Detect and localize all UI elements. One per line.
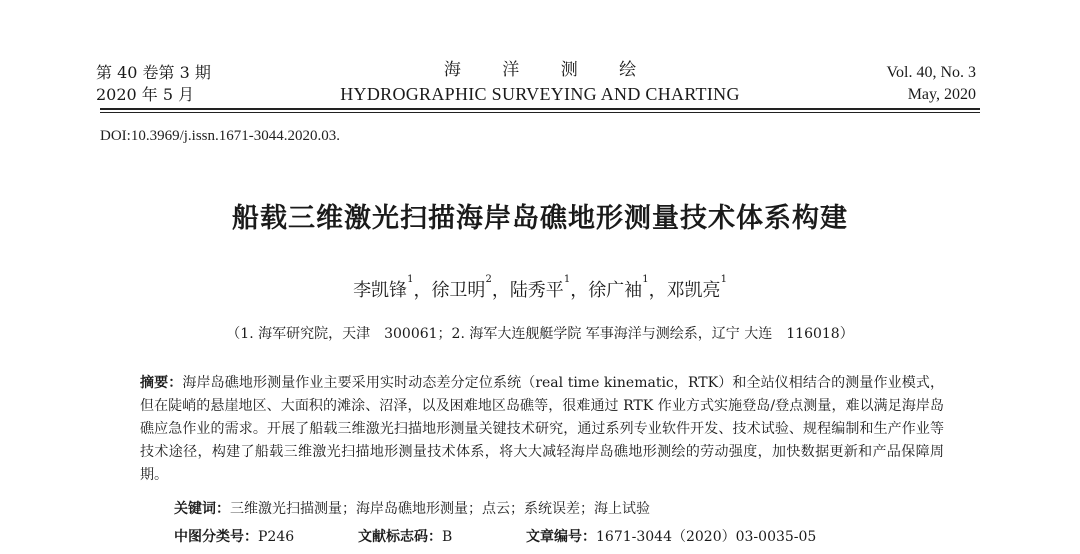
author-affiliation-mark: 1	[720, 274, 727, 285]
date-cn: 2020 年 5 月	[96, 85, 195, 104]
abstract	[140, 372, 944, 487]
keywords	[174, 498, 650, 518]
keywords-text: 三维激光扫描测量；海岸岛礁地形测量；点云；系统误差；海上试验	[230, 501, 650, 517]
author-affiliation-mark: 1	[407, 274, 414, 285]
doi-line: DOI:10.3969/j.issn.1671-3044.2020.03.	[100, 128, 340, 144]
header-rule-thin	[100, 112, 980, 113]
abstract-text: 海岸岛礁地形测量作业主要采用实时动态差分定位系统（real time kinematic，RTK）和全站仪相结合的测量作业模式，但在陡峭的悬崖地区、大面积的滩涂、沼泽，以及困难地区岛礁等，很难通过 RTK 作业方式实施登岛/登点测量，难以满足海岸岛礁应急作业的需求。开展了船载三维激光扫描地形测量关键技术研究，通过系列专业软件开发、技术试验、规程编制和生产作业等技术途径，构建了船载三维激光扫描地形测量技术体系，将大大减轻海岸岛礁地形测绘的劳动强度，加快数据更新和产品保障周期。	[140, 375, 944, 483]
author-name: 徐广袖	[588, 280, 643, 301]
author-name: 徐卫明	[431, 280, 486, 301]
author-affiliation-mark: 1	[563, 274, 571, 285]
keywords-label: 关键词：	[174, 501, 230, 517]
document-code: 文献标志码：B	[358, 529, 453, 545]
author-list: 李凯锋$^1$，徐卫明$^2$，陆秀平$^1$，徐广袖$^1$，邓凯亮$^1$	[353, 274, 727, 301]
journal-name-en: HYDROGRAPHIC SURVEYING AND CHARTING	[340, 84, 740, 104]
author-name: 邓凯亮	[666, 280, 721, 301]
volume-issue-cn: 第 40 卷第 3 期	[96, 63, 211, 82]
date-en: May, 2020	[907, 86, 976, 103]
journal-name-cn: 海 洋 测 绘	[443, 60, 655, 80]
abstract-label: 摘要：	[140, 375, 183, 391]
paper-title: 船载三维激光扫描海岸岛礁地形测量技术体系构建	[232, 203, 848, 234]
author-affiliation-mark: 2	[485, 274, 492, 285]
header-rule-thick	[100, 108, 980, 110]
volume-issue-en: Vol. 40, No. 3	[886, 64, 976, 81]
clc-number: 中图分类号：P246	[174, 529, 295, 545]
author-name: 李凯锋	[353, 280, 408, 301]
article-number: 文章编号：1671-3044（2020）03-0035-05	[526, 529, 817, 545]
author-name: 陆秀平	[509, 280, 564, 301]
header-right	[887, 62, 977, 106]
affiliations: （1. 海军研究院，天津 300061；2. 海军大连舰艇学院 军事海洋与测绘系，辽宁 大连 116018）	[226, 326, 854, 342]
author-affiliation-mark: 1	[642, 274, 649, 285]
